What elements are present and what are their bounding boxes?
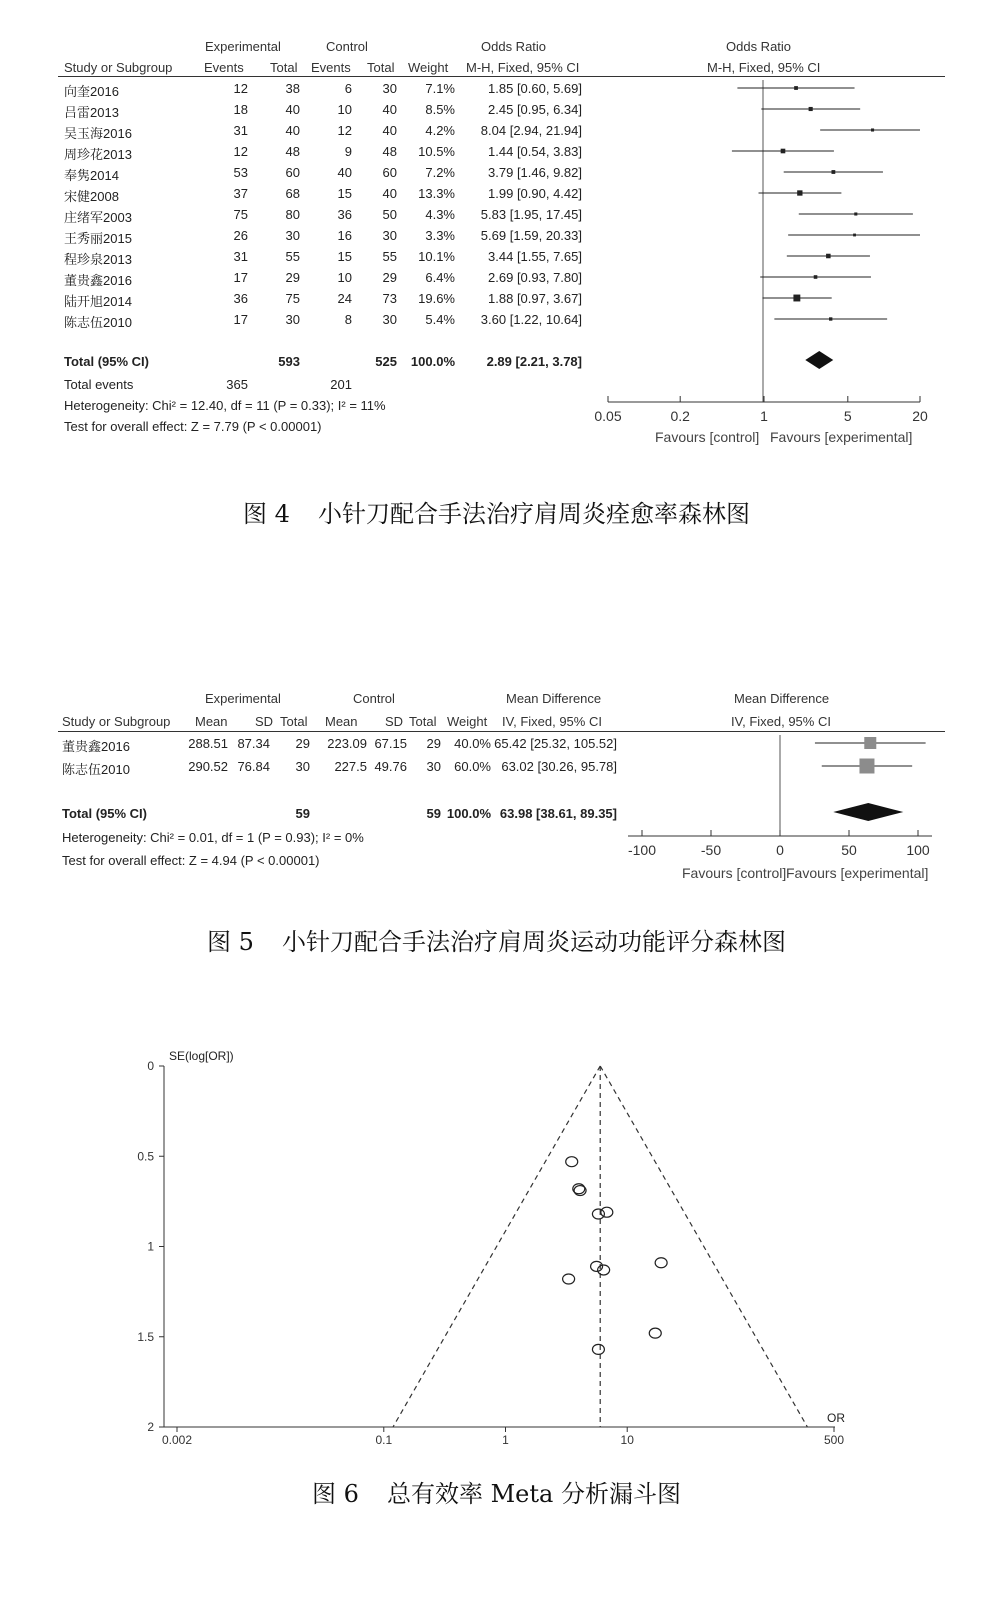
header-sd: SD: [255, 714, 274, 729]
x-tick-label: 0.1: [375, 1433, 393, 1447]
header-control: Control: [326, 39, 368, 54]
funnel-plot: [0, 1020, 993, 1460]
exp-total: 75: [285, 291, 300, 306]
total-weight: 100.0%: [410, 354, 455, 369]
ctrl-mean: 227.5: [334, 759, 367, 774]
study-name: 宋健2008: [64, 189, 119, 204]
total-ctrl: 525: [375, 354, 397, 369]
odds-ratio-ci: 5.69 [1.59, 20.33]: [480, 228, 582, 243]
header-odds-ratio: Odds Ratio: [481, 39, 547, 54]
weight: 5.4%: [425, 312, 455, 327]
exp-events: 12: [233, 81, 248, 96]
x-tick-label: 0: [776, 842, 784, 858]
exp-total: 60: [285, 165, 300, 180]
favours-experimental: Favours [experimental]: [770, 429, 913, 445]
ctrl-events: 12: [337, 123, 352, 138]
exp-total: 30: [285, 228, 300, 243]
ctrl-total: 30: [382, 312, 397, 327]
ctrl-total: 40: [382, 186, 397, 201]
header-experimental: Experimental: [205, 691, 281, 706]
weight: 60.0%: [454, 759, 491, 774]
ctrl-events: 24: [337, 291, 352, 306]
header-sd-ctrl: SD: [385, 714, 404, 729]
ctrl-events: 15: [337, 186, 352, 201]
header-total-ctrl: Total: [367, 60, 395, 75]
header-weight: Weight: [447, 714, 488, 729]
exp-total: 40: [285, 102, 300, 117]
exp-events: 75: [233, 207, 248, 222]
figure-6-caption: [0, 1474, 993, 1509]
exp-total: 40: [285, 123, 300, 138]
heterogeneity-text: Heterogeneity: Chi² = 0.01, df = 1 (P = 0.93); I² = 0%: [62, 830, 364, 845]
odds-ratio-ci: 1.85 [0.60, 5.69]: [488, 81, 582, 96]
total-ctrl: 59: [426, 806, 441, 821]
odds-ratio-ci: 1.44 [0.54, 3.83]: [488, 144, 582, 159]
effect-marker: [859, 759, 874, 774]
header-method: IV, Fixed, 95% CI: [502, 714, 602, 729]
total-label: Total (95% CI): [62, 806, 147, 821]
header-method-plot: IV, Fixed, 95% CI: [731, 714, 831, 729]
study-point: [563, 1274, 575, 1284]
study-name: 向奎2016: [64, 84, 119, 99]
header-mean-difference-plot: Mean Difference: [734, 691, 830, 706]
x-tick-label: 0.002: [161, 1433, 193, 1447]
x-tick-label: 50: [841, 842, 857, 858]
study-point: [598, 1265, 610, 1275]
y-axis-title: SE(log[OR]): [169, 1049, 234, 1063]
caption-text: 总有效率 Meta 分析漏斗图: [386, 1480, 681, 1508]
total-ci: 2.89 [2.21, 3.78]: [486, 354, 582, 369]
x-tick-label: 0.05: [594, 408, 622, 424]
exp-events: 18: [233, 102, 248, 117]
x-tick-label: 0.2: [670, 408, 690, 424]
ctrl-total: 29: [426, 736, 441, 751]
x-tick-label: 100: [906, 842, 930, 858]
exp-total: 68: [285, 186, 300, 201]
weight: 8.5%: [425, 102, 455, 117]
header-control: Control: [353, 691, 395, 706]
header-events-ctrl: Events: [311, 60, 351, 75]
ctrl-total: 50: [382, 207, 397, 222]
y-tick-label: 2: [147, 1420, 154, 1434]
y-tick-label: 0: [147, 1059, 154, 1073]
weight: 3.3%: [425, 228, 455, 243]
ctrl-sd: 67.15: [374, 736, 407, 751]
header-mean: Mean: [195, 714, 228, 729]
odds-ratio-ci: 1.99 [0.90, 4.42]: [488, 186, 582, 201]
header-mean-ctrl: Mean: [325, 714, 358, 729]
weight: 19.6%: [418, 291, 455, 306]
header-weight: Weight: [408, 60, 449, 75]
exp-events: 12: [233, 144, 248, 159]
study-name: 陈志伍2010: [64, 315, 132, 330]
x-tick-label: 20: [912, 408, 928, 424]
exp-total: 29: [295, 736, 310, 751]
ctrl-total: 55: [382, 249, 397, 264]
header-experimental: Experimental: [205, 39, 281, 54]
weight: 4.3%: [425, 207, 455, 222]
weight: 10.5%: [418, 144, 455, 159]
header-odds-ratio-plot: Odds Ratio: [726, 39, 792, 54]
caption-number: 图 4: [243, 500, 290, 528]
header-method: M-H, Fixed, 95% CI: [466, 60, 580, 75]
ctrl-total: 60: [382, 165, 397, 180]
mean-difference-ci: 63.02 [30.26, 95.78]: [501, 759, 617, 774]
x-tick-label: 1: [502, 1433, 509, 1447]
exp-total: 30: [295, 759, 310, 774]
study-name: 董贵鑫2016: [62, 739, 130, 754]
x-tick-label: 1: [760, 408, 768, 424]
mean-difference-ci: 65.42 [25.32, 105.52]: [494, 736, 617, 751]
odds-ratio-ci: 1.88 [0.97, 3.67]: [488, 291, 582, 306]
overall-effect-text: Test for overall effect: Z = 4.94 (P < 0.00001): [62, 853, 320, 868]
exp-total: 29: [285, 270, 300, 285]
weight: 7.2%: [425, 165, 455, 180]
odds-ratio-ci: 8.04 [2.94, 21.94]: [480, 123, 582, 138]
exp-sd: 76.84: [237, 759, 270, 774]
ctrl-events: 6: [344, 81, 352, 96]
ctrl-total: 73: [382, 291, 397, 306]
exp-events: 37: [233, 186, 248, 201]
ctrl-total: 48: [382, 144, 397, 159]
exp-mean: 290.52: [188, 759, 228, 774]
total-weight: 100.0%: [446, 806, 491, 821]
y-tick-label: 0.5: [137, 1149, 154, 1164]
header-study: Study or Subgroup: [64, 60, 173, 75]
exp-events: 31: [233, 249, 248, 264]
x-tick-label: 10: [620, 1433, 634, 1447]
study-name: 董贵鑫2016: [64, 273, 132, 288]
study-point: [592, 1209, 604, 1219]
odds-ratio-ci: 2.69 [0.93, 7.80]: [488, 270, 582, 285]
ctrl-total: 30: [382, 81, 397, 96]
total-events-label: Total events: [64, 377, 134, 392]
header-total-ctrl: Total: [409, 714, 437, 729]
exp-events: 17: [233, 270, 248, 285]
study-name: 吴玉海2016: [64, 126, 132, 141]
total-exp: 59: [295, 806, 310, 821]
caption-number: 图 6: [312, 1480, 359, 1508]
header-total: Total: [270, 60, 298, 75]
x-axis-title: OR: [827, 1411, 845, 1425]
exp-total: 48: [285, 144, 300, 159]
study-name: 庄绪军2003: [64, 210, 132, 225]
exp-total: 38: [285, 81, 300, 96]
header-events: Events: [204, 60, 244, 75]
ctrl-events: 8: [344, 312, 352, 327]
weight: 13.3%: [418, 186, 455, 201]
funnel-left-limit: [393, 1066, 600, 1427]
total-label: Total (95% CI): [64, 354, 149, 369]
study-name: 周珍花2013: [64, 147, 132, 162]
odds-ratio-ci: 5.83 [1.95, 17.45]: [480, 207, 582, 222]
ctrl-total: 30: [382, 228, 397, 243]
exp-mean: 288.51: [188, 736, 228, 751]
exp-total: 80: [285, 207, 300, 222]
exp-events: 17: [233, 312, 248, 327]
exp-total: 30: [285, 312, 300, 327]
exp-events: 53: [233, 165, 248, 180]
odds-ratio-ci: 3.79 [1.46, 9.82]: [488, 165, 582, 180]
total-events-ctrl: 201: [330, 377, 352, 392]
figure-5-caption: [0, 922, 993, 957]
effect-marker: [864, 737, 876, 749]
ctrl-events: 10: [337, 102, 352, 117]
study-name: 王秀丽2015: [64, 231, 132, 246]
exp-total: 55: [285, 249, 300, 264]
y-tick-label: 1: [147, 1239, 154, 1254]
total-exp: 593: [278, 354, 300, 369]
study-point: [655, 1258, 667, 1268]
ctrl-total: 40: [382, 102, 397, 117]
caption-number: 图 5: [207, 928, 254, 956]
header-mean-difference: Mean Difference: [506, 691, 602, 706]
exp-sd: 87.34: [237, 736, 270, 751]
ctrl-sd: 49.76: [374, 759, 407, 774]
ctrl-mean: 223.09: [327, 736, 367, 751]
ctrl-events: 10: [337, 270, 352, 285]
weight: 10.1%: [418, 249, 455, 264]
ctrl-events: 16: [337, 228, 352, 243]
x-tick-label: 500: [823, 1433, 845, 1447]
ctrl-total: 29: [382, 270, 397, 285]
study-point: [592, 1344, 604, 1354]
x-tick-label: -50: [700, 842, 722, 858]
exp-events: 26: [233, 228, 248, 243]
weight: 6.4%: [425, 270, 455, 285]
heterogeneity-text: Heterogeneity: Chi² = 12.40, df = 11 (P = 0.33); I² = 11%: [64, 398, 386, 413]
overall-effect-text: Test for overall effect: Z = 7.79 (P < 0.00001): [64, 419, 322, 434]
x-tick-label: -100: [627, 842, 657, 858]
caption-text: 小针刀配合手法治疗肩周炎痊愈率森林图: [317, 500, 750, 528]
odds-ratio-ci: 3.60 [1.22, 10.64]: [480, 312, 582, 327]
study-point: [566, 1157, 578, 1167]
exp-events: 36: [233, 291, 248, 306]
ctrl-events: 40: [337, 165, 352, 180]
total-ci: 63.98 [38.61, 89.35]: [499, 806, 617, 821]
pooled-diamond: [833, 803, 903, 821]
study-name: 程珍泉2013: [64, 252, 132, 267]
weight: 7.1%: [425, 81, 455, 96]
favours-control: Favours [control]: [655, 429, 760, 445]
funnel-right-limit: [600, 1066, 807, 1427]
weight: 40.0%: [454, 736, 491, 751]
study-name: 奉隽2014: [64, 168, 119, 183]
favours-experimental: Favours [experimental]: [786, 865, 929, 881]
odds-ratio-ci: 3.44 [1.55, 7.65]: [488, 249, 582, 264]
header-study: Study or Subgroup: [62, 714, 171, 729]
study-name: 陆开旭2014: [64, 294, 132, 309]
study-name: 陈志伍2010: [62, 762, 130, 777]
total-events-exp: 365: [226, 377, 248, 392]
study-point: [649, 1328, 661, 1338]
y-tick-label: 1.5: [137, 1329, 154, 1344]
study-point: [601, 1207, 613, 1217]
ctrl-events: 36: [337, 207, 352, 222]
caption-text: 小针刀配合手法治疗肩周炎运动功能评分森林图: [281, 928, 786, 956]
ctrl-events: 9: [344, 144, 352, 159]
odds-ratio-ci: 2.45 [0.95, 6.34]: [488, 102, 582, 117]
ctrl-total: 30: [426, 759, 441, 774]
header-method-plot: M-H, Fixed, 95% CI: [707, 60, 821, 75]
weight: 4.2%: [425, 123, 455, 138]
ctrl-events: 15: [337, 249, 352, 264]
study-name: 吕雷2013: [64, 105, 119, 120]
x-tick-label: 5: [843, 408, 852, 424]
ctrl-total: 40: [382, 123, 397, 138]
exp-events: 31: [233, 123, 248, 138]
favours-control: Favours [control]: [682, 865, 787, 881]
header-total: Total: [280, 714, 308, 729]
